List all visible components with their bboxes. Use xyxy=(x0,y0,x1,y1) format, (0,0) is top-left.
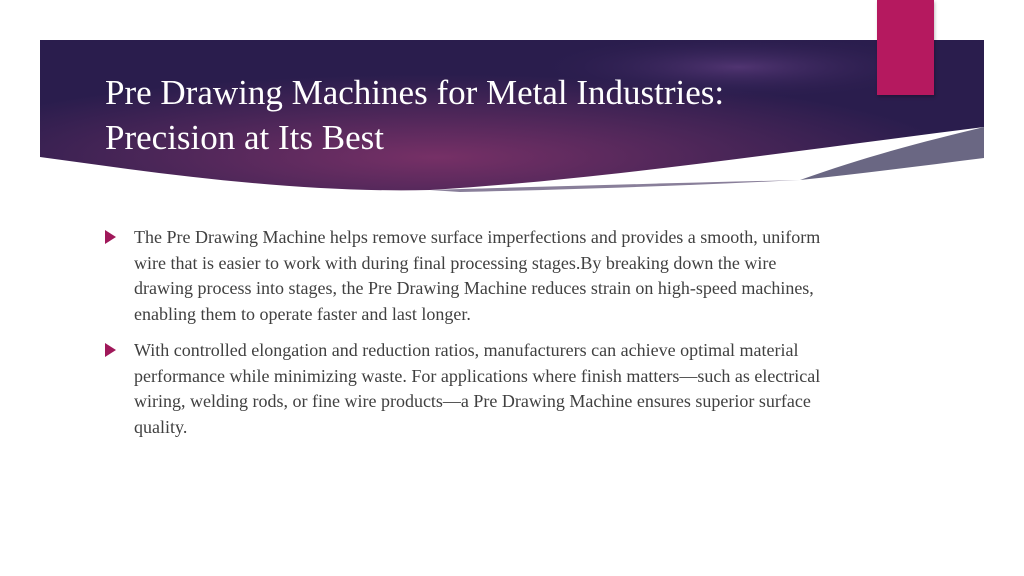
triangle-right-bullet-icon xyxy=(105,343,116,357)
slide-title xyxy=(105,70,865,160)
triangle-right-bullet-icon xyxy=(105,230,116,244)
accent-tab xyxy=(877,0,934,95)
bullet-list xyxy=(105,225,825,451)
bullet-item xyxy=(105,338,825,440)
bullet-text: The Pre Drawing Machine helps remove surface imperfections and provides a smooth, uniform wire that is easier to work with during final processing stages.By breaking down the wire drawing process into stages, the Pre Drawing Machine reduces strain on high-speed machines, enabling them to operate faster and last longer. xyxy=(134,227,821,324)
bullet-text: With controlled elongation and reduction ratios, manufacturers can achieve optimal material performance while minimizing waste. For applications where finish matters—such as electrical wiring, welding rods, or fine wire products—a Pre Drawing Machine ensures superior surface quality. xyxy=(134,340,821,437)
slide-title-line-1: Pre Drawing Machines for Metal Industries: xyxy=(105,73,725,112)
slide-title-line-2: Precision at Its Best xyxy=(105,118,384,157)
bullet-item xyxy=(105,225,825,327)
